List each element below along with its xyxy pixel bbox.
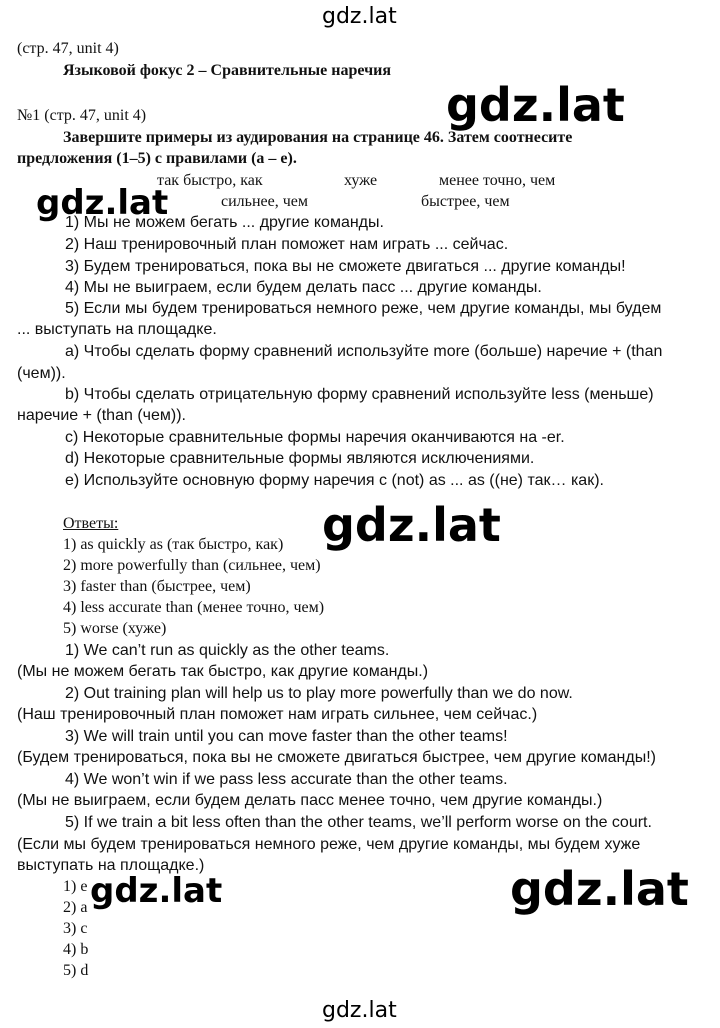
- translation-2-en: 2) Out training plan will help us to play more powerfully than we do now.: [65, 685, 573, 702]
- task-instruction-1: Завершите примеры из аудирования на странице 46. Затем соотнесите: [63, 129, 573, 146]
- section-title: Языковой фокус 2 – Сравнительные наречия: [63, 62, 391, 79]
- match-2: 2) a: [63, 899, 88, 916]
- translation-4-ru: (Мы не выиграем, если будем делать пасс менее точно, чем другие команды.): [17, 792, 603, 809]
- rule-b-cont: наречие + (than (чем)).: [17, 407, 186, 424]
- match-4: 4) b: [63, 941, 89, 958]
- rule-b: b) Чтобы сделать отрицательную форму сравнений используйте less (меньше): [65, 386, 654, 403]
- task-number: №1 (стр. 47, unit 4): [17, 107, 147, 124]
- watermark-footer: gdz.lat: [322, 998, 397, 1023]
- option-3: менее точно, чем: [439, 172, 556, 189]
- sentence-5: 5) Если мы будем тренироваться немного реже, чем другие команды, мы будем: [65, 300, 662, 317]
- translation-5-ru-cont: выступать на площадке.): [17, 857, 205, 874]
- rule-a-cont: (чем)).: [17, 365, 66, 382]
- translation-3-en: 3) We will train until you can move faster than the other teams!: [65, 728, 508, 745]
- answers-label: Ответы:: [63, 515, 119, 532]
- option-5: быстрее, чем: [421, 193, 510, 210]
- option-1: так быстро, как: [157, 172, 263, 189]
- translation-1-ru: (Мы не можем бегать так быстро, как другие команды.): [17, 663, 429, 680]
- watermark-left: gdz.lat: [36, 183, 169, 223]
- sentence-4: 4) Мы не выиграем, если будем делать пасс ... другие команды.: [65, 279, 542, 296]
- answer-3: 3) faster than (быстрее, чем): [63, 578, 251, 595]
- watermark-top: gdz.lat: [322, 4, 397, 29]
- option-4: сильнее, чем: [221, 193, 308, 210]
- translation-2-ru: (Наш тренировочный план поможет нам играть сильнее, чем сейчас.): [17, 706, 538, 723]
- match-1: 1) e: [63, 878, 88, 895]
- page-reference: (стр. 47, unit 4): [17, 40, 119, 57]
- rule-c: c) Некоторые сравнительные формы наречия оканчиваются на -er.: [65, 429, 565, 446]
- watermark-bottom-left: gdz.lat: [90, 871, 223, 911]
- translation-5-en: 5) If we train a bit less often than the other teams, we’ll perform worse on the court.: [65, 814, 652, 831]
- rule-e: e) Используйте основную форму наречия с (not) as ... as ((не) так… как).: [65, 472, 604, 489]
- answer-2: 2) more powerfully than (сильнее, чем): [63, 557, 321, 574]
- answer-4: 4) less accurate than (менее точно, чем): [63, 599, 325, 616]
- match-3: 3) c: [63, 920, 88, 937]
- watermark-center: gdz.lat: [322, 498, 501, 552]
- answer-1: 1) as quickly as (так быстро, как): [63, 536, 284, 553]
- match-5: 5) d: [63, 962, 89, 979]
- sentence-3: 3) Будем тренироваться, пока вы не сможете двигаться ... другие команды!: [65, 258, 626, 275]
- translation-3-ru: (Будем тренироваться, пока вы не сможете двигаться быстрее, чем другие команды!): [17, 749, 656, 766]
- sentence-2: 2) Наш тренировочный план поможет нам играть ... сейчас.: [65, 236, 509, 253]
- sentence-1: 1) Мы не можем бегать ... другие команды.: [65, 214, 384, 231]
- translation-4-en: 4) We won’t win if we pass less accurate than the other teams.: [65, 771, 508, 788]
- answer-5: 5) worse (хуже): [63, 620, 167, 637]
- watermark-large-1: gdz.lat: [446, 78, 625, 132]
- option-2: хуже: [344, 172, 378, 189]
- rule-a: a) Чтобы сделать форму сравнений используйте more (больше) наречие + (than: [65, 343, 663, 360]
- watermark-bottom-right: gdz.lat: [510, 862, 689, 916]
- task-instruction-2: предложения (1–5) с правилами (a – e).: [17, 150, 297, 167]
- sentence-5-cont: ... выступать на площадке.: [17, 321, 217, 338]
- translation-5-ru: (Если мы будем тренироваться немного реже, чем другие команды, мы будем хуже: [17, 836, 641, 853]
- rule-d: d) Некоторые сравнительные формы являются исключениями.: [65, 450, 535, 467]
- translation-1-en: 1) We can’t run as quickly as the other teams.: [65, 642, 390, 659]
